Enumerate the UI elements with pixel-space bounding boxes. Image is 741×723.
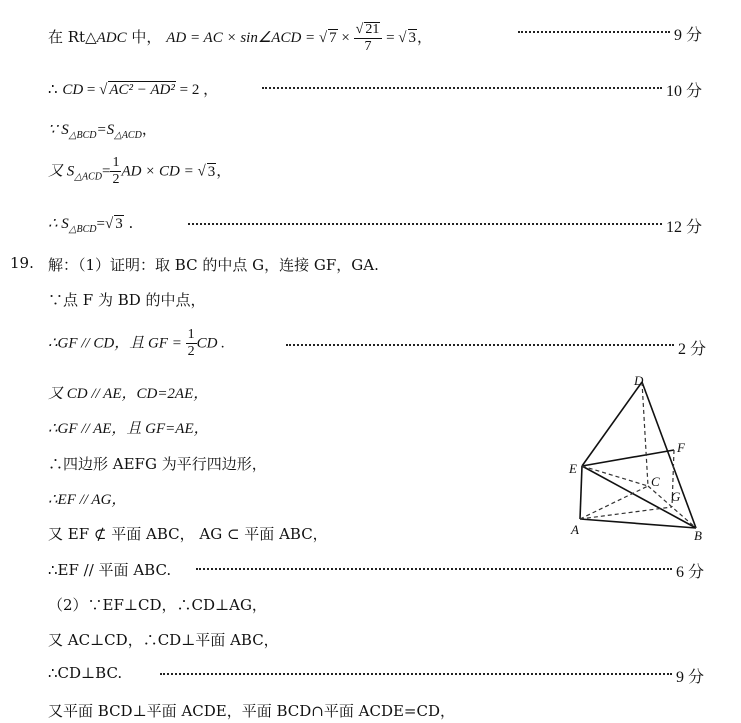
l2-cd: CD <box>62 82 84 98</box>
l14-leader-dots <box>196 568 672 570</box>
l1-fraction: $\frac{√ 21}{7}$ <box>354 22 383 54</box>
l8-fraction <box>186 328 197 359</box>
l18-text: 又平面 BCD⊥平面 ACDE，平面 BCD∩平面 ACDE=CD， <box>48 702 456 720</box>
l17-text: ∴CD⊥BC. <box>48 664 123 682</box>
l17-leader-dots <box>160 673 672 675</box>
l5-sub1: △BCD <box>68 224 97 235</box>
line-2 <box>0 75 741 101</box>
l5-sqrt3: 3 <box>115 216 123 232</box>
l2-eq: = <box>83 82 100 98</box>
l4-frac-num: 1 <box>112 155 120 170</box>
label-E: E <box>569 461 577 476</box>
l1-sqrt7: 7 <box>329 30 337 46</box>
edge-DB <box>642 382 696 528</box>
l2-leader-dots <box>262 87 662 89</box>
edge-AG-hidden <box>580 507 672 519</box>
l7-text: ∵点 F 为 BD 的中点， <box>48 291 206 309</box>
l1-prefix: 在 Rt△ <box>48 28 97 46</box>
label-F: F <box>677 440 685 455</box>
label-C: C <box>651 474 660 489</box>
l13-text: 又 EF ⊄ 平面 ABC， AG ⊂ 平面 ABC， <box>48 525 328 543</box>
line-14 <box>0 557 741 581</box>
l8-post: CD . <box>196 335 225 352</box>
l4-frac-den: 2 <box>112 172 120 187</box>
l17-score: 9 分 <box>676 669 705 686</box>
l4-again: 又 S <box>48 163 75 180</box>
l4-fraction <box>110 156 121 187</box>
line-5 <box>0 212 741 238</box>
l10-text: ∴GF // AE，且 GF=AE， <box>48 421 209 437</box>
l8-leader-dots <box>286 344 674 346</box>
l8-pre: ∴GF // CD，且 GF = <box>48 335 186 352</box>
l2-score: 10 分 <box>666 83 703 100</box>
l1-frac-den: 7 <box>364 39 372 54</box>
l14-text: ∴EF // 平面 ABC. <box>48 561 172 579</box>
line-1 <box>0 14 741 54</box>
l2-result: = 2 ， <box>175 82 219 98</box>
l2-therefore: ∴ <box>48 80 63 98</box>
line-18 <box>0 698 741 722</box>
l9-text: 又 CD // AE，CD=2AE， <box>48 386 209 402</box>
l11-text: ∴四边形 AEFG 为平行四边形， <box>48 455 267 473</box>
l6-text: 解：（1）证明：取 BC 的中点 G，连接 GF，GA. <box>48 256 379 274</box>
l3-eq: =S <box>96 122 115 138</box>
line-8 <box>0 324 741 366</box>
label-A: A <box>571 522 579 537</box>
edge-EA <box>580 466 582 519</box>
edge-EF <box>582 450 674 466</box>
line-4 <box>0 150 741 190</box>
l4-end: ， <box>216 161 232 180</box>
l14-score: 6 分 <box>676 564 705 581</box>
geometry-figure-svg <box>560 372 720 542</box>
line-6 <box>0 252 741 276</box>
line-1-text: 在 Rt△ADC 中， AD = AC × sin∠ACD = √ 7 × $\frac{√ 21}{7}$ = √ 3， <box>48 22 433 54</box>
edge-EC-hidden <box>582 466 648 486</box>
l12-text: ∴EF // AG， <box>48 492 127 508</box>
l5-leader-dots <box>188 223 662 225</box>
l5-end: . <box>123 214 134 232</box>
l3-end: ， <box>141 120 157 138</box>
problem-number: 19. <box>10 254 34 272</box>
l8-score: 2 分 <box>678 341 707 358</box>
l4-eq: = <box>101 163 111 180</box>
l5-eq: = <box>96 216 105 232</box>
line-15 <box>0 592 741 616</box>
line-8-text <box>48 328 225 359</box>
line-16 <box>0 627 741 651</box>
l1-times: × <box>337 30 354 46</box>
l8-frac-num: 1 <box>187 327 195 342</box>
l16-text: 又 AC⊥CD，∴CD⊥平面 ABC， <box>48 631 279 649</box>
l1-score: 9 分 <box>674 27 703 44</box>
edge-DE <box>582 382 642 466</box>
line-3-text <box>48 118 157 141</box>
l2-radicand: AC² − AD² <box>109 82 175 98</box>
l4-expr: AD × CD = <box>121 163 198 180</box>
l5-therefore: ∴ S <box>48 216 69 232</box>
l1-adc: ADC <box>96 30 127 46</box>
l3-because: ∵ S <box>48 122 69 138</box>
label-D: D <box>634 373 644 388</box>
l1-eq: AD = AC × sin∠ACD = <box>166 30 319 46</box>
l1-sqrt3: 3 <box>408 30 417 46</box>
l1-eq2: = <box>382 30 399 46</box>
l1-leader-dots <box>518 31 670 33</box>
l5-score: 12 分 <box>666 219 703 236</box>
l3-sub2: △ACD <box>114 130 142 141</box>
line-4-text: 又 $S_{\triangle ACD}=$ $\frac{1}{2}$ AD × CD = √ 3， <box>48 155 232 187</box>
line-17 <box>0 662 741 686</box>
l8-frac-den: 2 <box>187 344 195 359</box>
l1-frac-num: 21 <box>365 22 380 37</box>
line-3 <box>0 116 741 140</box>
l15-text: （2）∵EF⊥CD，∴CD⊥AG， <box>48 596 267 614</box>
edge-AB <box>580 519 696 528</box>
l3-sub1: △BCD <box>68 130 97 141</box>
l4-sqrt3: 3 <box>207 163 216 180</box>
l4-sub1: △ACD <box>74 171 102 183</box>
label-B: B <box>694 528 702 542</box>
line-5-text: ∴ $S_{\triangle BCD}=√$ 3 . <box>48 214 134 235</box>
l1-mid: 中， <box>126 28 162 46</box>
line-2-text: ∴ CD = √ AC² − AD² = 2 ， <box>48 80 219 98</box>
l1-end: ， <box>417 28 433 46</box>
edge-AC-hidden <box>580 486 648 519</box>
label-G: G <box>671 489 681 504</box>
geometry-figure <box>560 372 720 542</box>
line-7 <box>0 287 741 311</box>
